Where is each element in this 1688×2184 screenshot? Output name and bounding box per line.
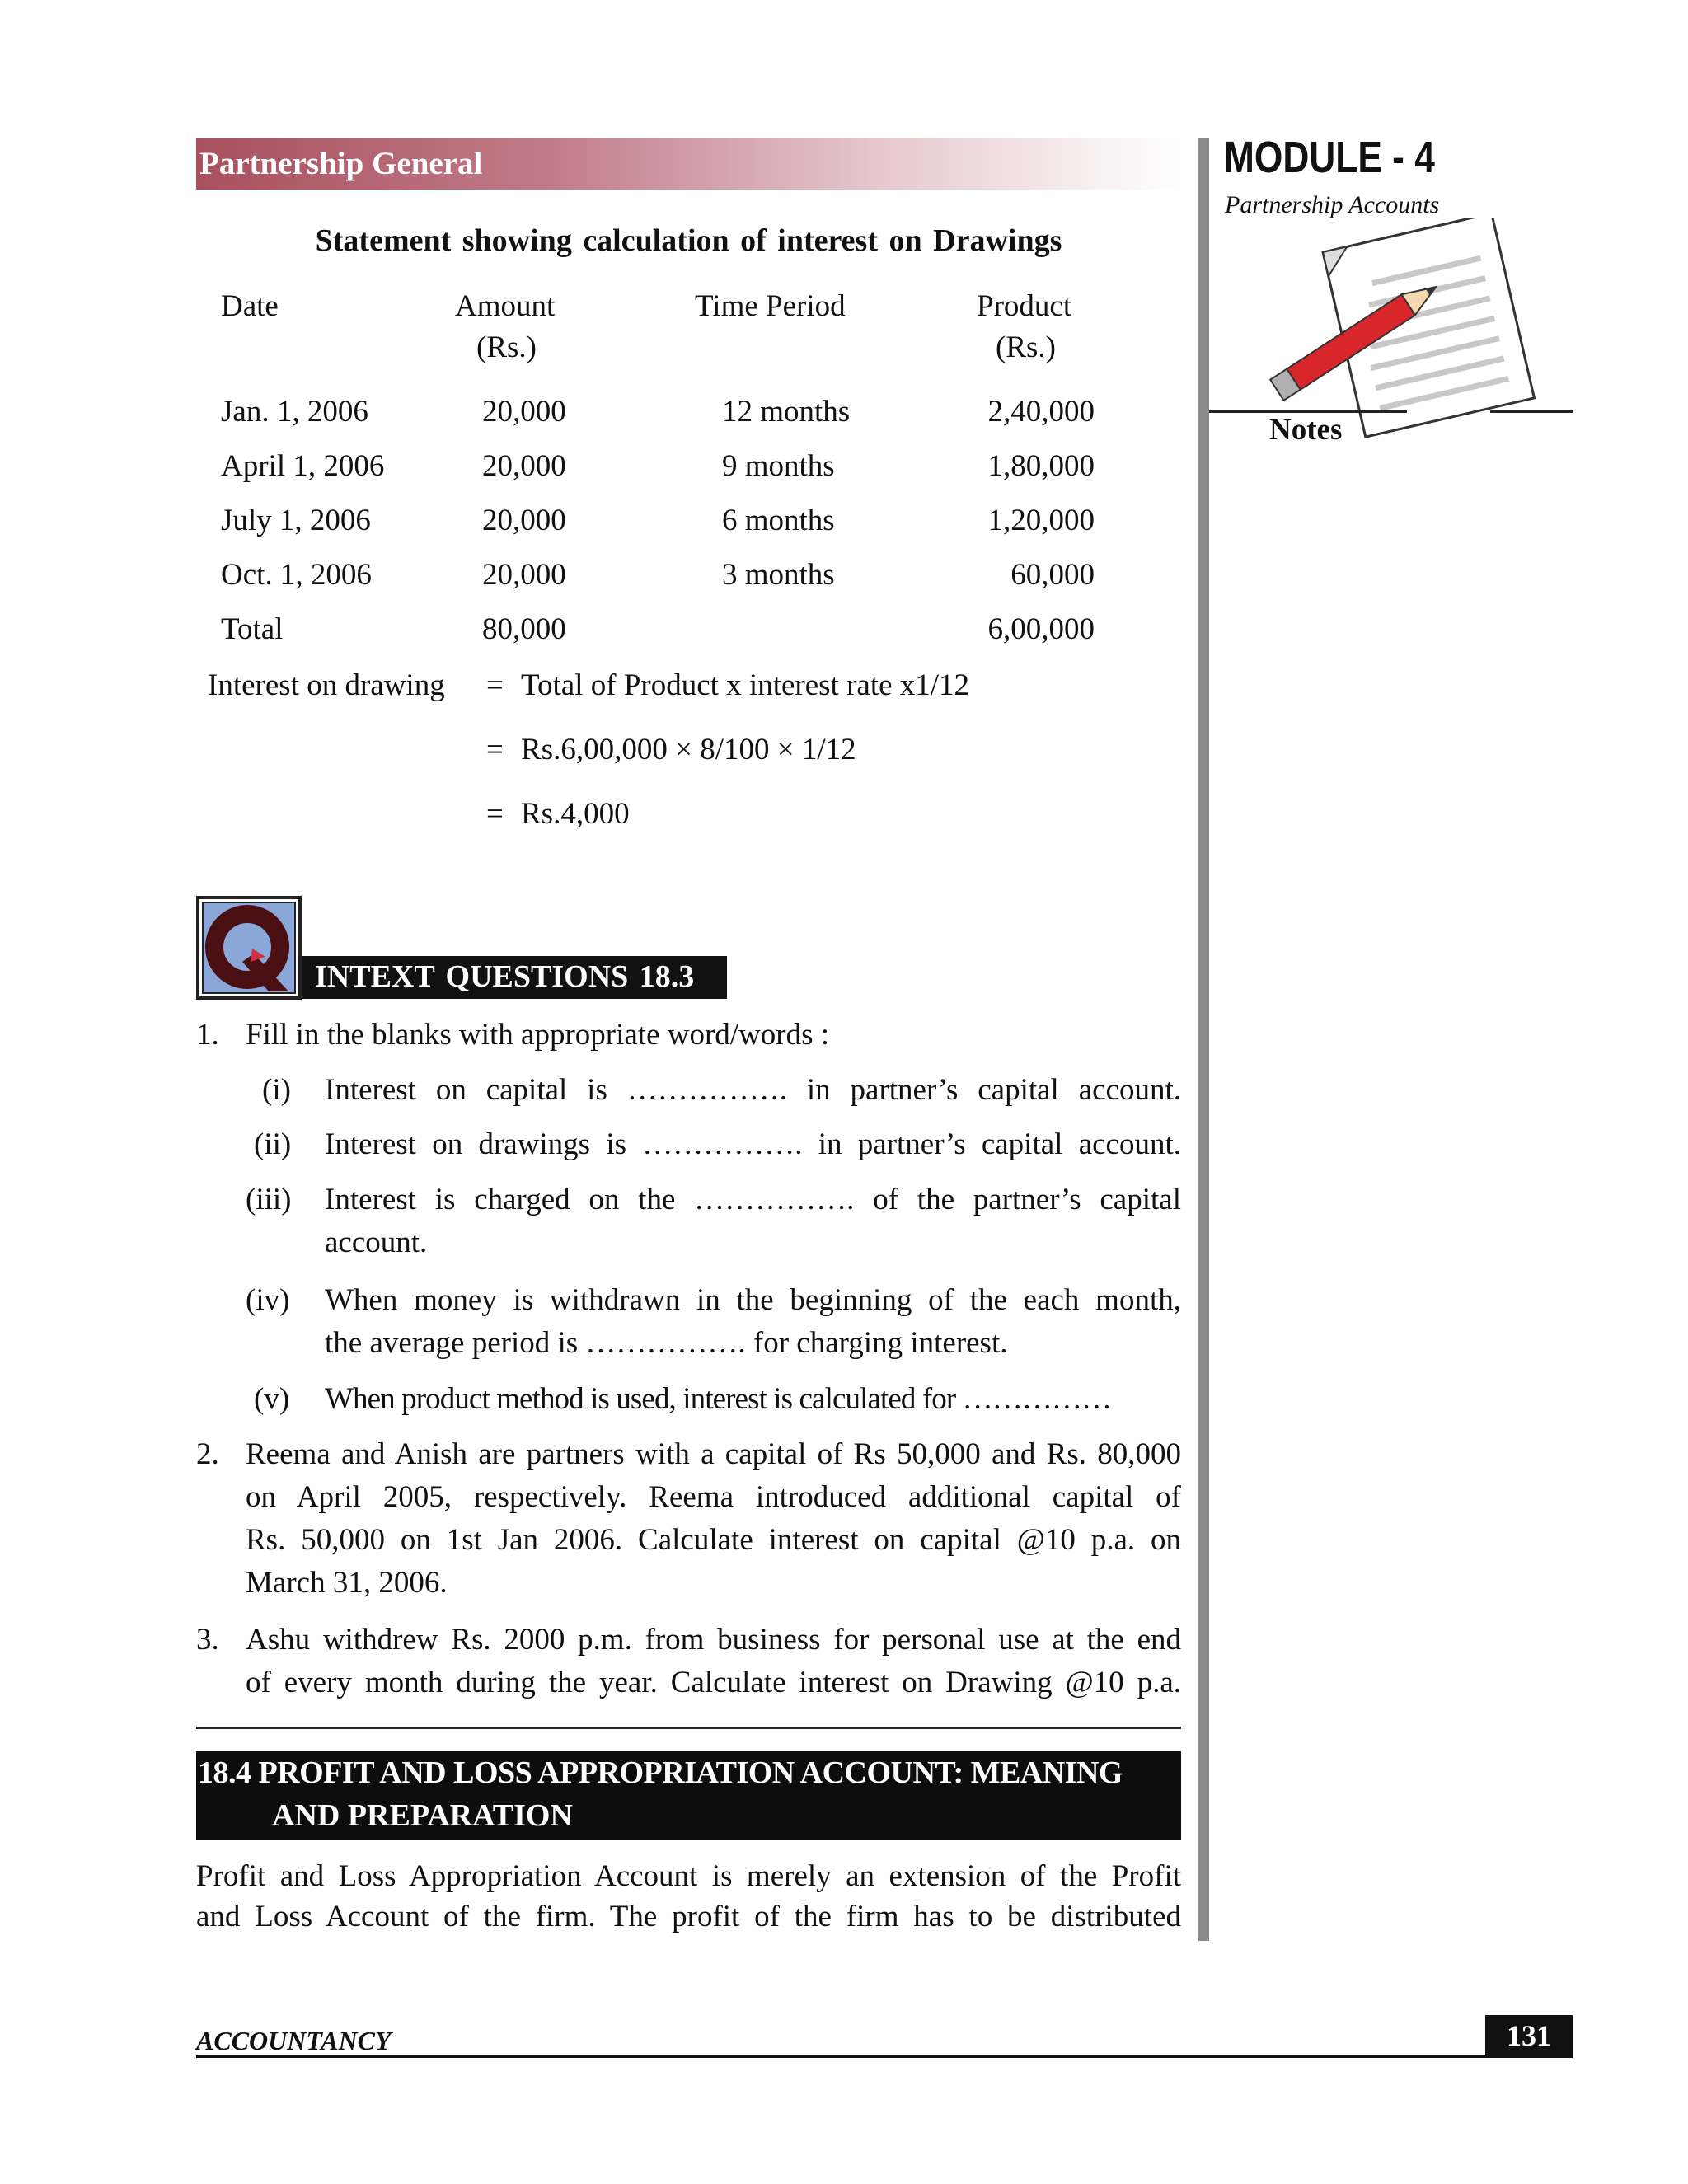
sub-question-text: Interest on drawings is ……………. in partner’s capital account. <box>325 1127 1181 1161</box>
row-product: 6,00,000 <box>987 612 1095 646</box>
section-header-bar <box>196 138 1181 190</box>
row-product: 1,20,000 <box>987 504 1095 537</box>
sub-question-text: Interest is charged on the ……………. of the partner’s capital <box>325 1183 1181 1216</box>
section-heading-line-1: 18.4 PROFIT AND LOSS APPROPRIATION ACCOUNT: MEANING <box>198 1755 1123 1790</box>
question-text: Reema and Anish are partners with a capital of Rs 50,000 and Rs. 80,000 <box>246 1437 1181 1471</box>
sub-question-number: (i) <box>262 1073 291 1107</box>
intext-questions-bar <box>302 956 727 999</box>
col-header-date: Date <box>221 289 279 323</box>
page-number-box <box>1485 2015 1573 2056</box>
question-text: on April 2005, respectively. Reema introduced additional capital of <box>246 1480 1181 1514</box>
question-text: Fill in the blanks with appropriate word/words : <box>246 1018 830 1052</box>
row-amount: 20,000 <box>482 558 566 592</box>
col-header-amount: Amount <box>455 289 556 323</box>
row-amount: 20,000 <box>482 504 566 537</box>
row-amount: 80,000 <box>482 612 566 646</box>
question-text: Rs. 50,000 on 1st Jan 2006. Calculate interest on capital @10 p.a. on <box>246 1523 1181 1557</box>
col-header-amount-unit: (Rs.) <box>476 330 537 364</box>
intext-questions-title: INTEXT QUESTIONS 18.3 <box>315 959 695 994</box>
sub-question-number: (ii) <box>254 1127 292 1161</box>
row-date: Jan. 1, 2006 <box>221 395 368 429</box>
notes-rule-right <box>1490 410 1573 413</box>
formula-line-1: Total of Product x interest rate x1/12 <box>521 668 970 702</box>
col-header-product: Product <box>977 289 1072 323</box>
footer-rule <box>196 2055 1573 2058</box>
col-header-product-unit: (Rs.) <box>996 330 1056 364</box>
row-amount: 20,000 <box>482 449 566 483</box>
sub-question-text: When product method is used, interest is calculated for …………… <box>325 1382 1112 1416</box>
section-divider <box>196 1727 1181 1729</box>
sub-question-text: When money is withdrawn in the beginning of the each month, <box>325 1283 1181 1317</box>
formula-line-3: Rs.4,000 <box>521 797 630 831</box>
formula-eq: = <box>486 668 504 702</box>
sub-question-number: (iii) <box>246 1183 292 1216</box>
formula-line-2: Rs.6,00,000 × 8/100 × 1/12 <box>521 733 856 766</box>
row-product: 60,000 <box>1010 558 1095 592</box>
question-number: 1. <box>196 1018 219 1052</box>
notes-label: Notes <box>1269 413 1343 447</box>
notes-pencil-icon <box>1203 218 1582 457</box>
question-number: 3. <box>196 1623 219 1657</box>
section-header-title: Partnership General <box>199 146 483 181</box>
row-product: 2,40,000 <box>987 395 1095 429</box>
sub-question-text: Interest on capital is ……………. in partner’s capital account. <box>325 1073 1181 1107</box>
section-paragraph <box>196 1856 1181 1937</box>
sub-question-number: (v) <box>254 1382 290 1416</box>
formula-eq: = <box>486 733 504 766</box>
question-number: 2. <box>196 1437 219 1471</box>
question-text: March 31, 2006. <box>246 1566 448 1600</box>
section-heading-bar <box>196 1751 1181 1840</box>
sub-question-number: (iv) <box>246 1283 290 1317</box>
col-header-time: Time Period <box>695 289 846 323</box>
question-text: Ashu withdrew Rs. 2000 p.m. from business for personal use at the end <box>246 1623 1181 1657</box>
row-time: 9 months <box>722 449 835 483</box>
row-time: 3 months <box>722 558 835 592</box>
row-date: April 1, 2006 <box>221 449 385 483</box>
row-amount: 20,000 <box>482 395 566 429</box>
row-date: Total <box>221 612 284 646</box>
module-subtitle: Partnership Accounts <box>1225 191 1440 218</box>
sub-question-text: the average period is ……………. for charging interest. <box>325 1326 1008 1360</box>
row-date: July 1, 2006 <box>221 504 371 537</box>
question-q-icon <box>196 896 302 1000</box>
row-product: 1,80,000 <box>987 449 1095 483</box>
table-title: Statement showing calculation of interest on Drawings <box>315 223 1062 258</box>
page-number: 131 <box>1507 2019 1551 2052</box>
section-heading-line-2: AND PREPARATION <box>272 1798 573 1833</box>
row-time: 6 months <box>722 504 835 537</box>
row-date: Oct. 1, 2006 <box>221 558 372 592</box>
paragraph-line: Profit and Loss Appropriation Account is merely an extension of the Profit <box>196 1859 1181 1893</box>
paragraph-line: and Loss Account of the firm. The profit of the firm has to be distributed <box>196 1900 1181 1933</box>
sub-question-text: account. <box>325 1226 428 1259</box>
formula-label: Interest on drawing <box>208 668 445 702</box>
row-time: 12 months <box>722 395 851 429</box>
formula-eq: = <box>486 797 504 831</box>
module-title: MODULE - 4 <box>1224 133 1435 182</box>
footer-subject: ACCOUNTANCY <box>196 2026 392 2055</box>
question-text: of every month during the year. Calculate interest on Drawing @10 p.a. <box>246 1666 1181 1699</box>
